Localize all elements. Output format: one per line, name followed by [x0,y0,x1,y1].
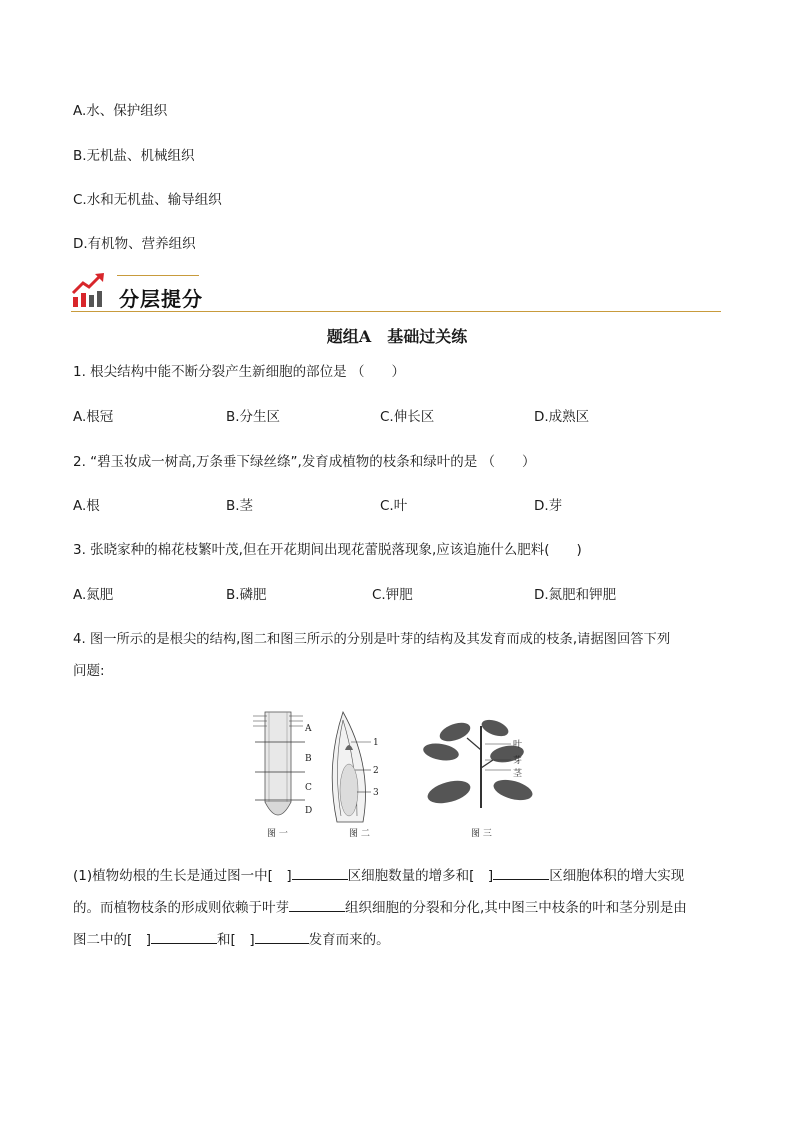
answer-blank[interactable] [292,865,348,880]
prev-option-b: B.无机盐、机械组织 [73,148,195,164]
root-tip-diagram [253,712,305,815]
answer-blank[interactable] [255,929,309,944]
q3-option-c: C.钾肥 [372,587,413,603]
fig1-label-a: A [305,724,312,734]
q4-sub1-text-c: 区细胞体积的增大实现 [549,868,685,884]
q4-sub1-text-g: 和[ ] [217,932,255,948]
section-rule [71,311,721,312]
q4-sub1-text-f: 图二中的[ ] [73,932,152,948]
fig2-caption: 图 二 [349,829,370,839]
q4-figure [245,706,535,841]
q2-option-c: C.叶 [380,498,408,514]
q4-sub1-line1 [73,865,684,885]
q3-stem: 3. 张晓家种的棉花枝繁叶茂,但在开花期间出现花蕾脱落现象,应该追施什么肥料( ) [73,542,582,558]
group-title: 题组A 基础过关练 [326,327,468,346]
q3-option-d: D.氮肥和钾肥 [534,587,617,603]
q2-stem: 2. “碧玉妆成一树高,万条垂下绿丝绦”,发育成植物的枝条和绿叶的是 （ ） [73,454,536,470]
q3-option-b: B.磷肥 [226,587,267,603]
fig1-caption: 图 一 [267,829,288,839]
fig3-caption: 图 三 [471,829,492,839]
answer-blank[interactable] [493,865,549,880]
q3-option-a: A.氮肥 [73,587,114,603]
q4-sub1-text-d: 的。而植物枝条的形成则依赖于叶芽 [73,900,289,916]
q4-stem-line1: 4. 图一所示的是根尖的结构,图二和图三所示的分别是叶芽的结构及其发育而成的枝条,请据图回答下列 [73,632,671,647]
q1-option-c: C.伸长区 [380,409,435,425]
q4-sub1-text-b: 区细胞数量的增多和[ ] [347,868,494,884]
section-header [71,271,721,315]
fig2-label-2: 2 [373,766,379,776]
fig1-label-b: B [305,754,312,764]
q1-option-b: B.分生区 [226,409,281,425]
figure-drawings [245,706,535,841]
chart-arrow-icon [71,271,107,309]
answer-blank[interactable] [151,929,217,944]
fig2-label-3: 3 [373,788,379,798]
prev-option-c: C.水和无机盐、输导组织 [73,192,222,208]
fig1-label-d: D [305,806,313,816]
leaf-bud-diagram [332,712,371,822]
q1-option-d: D.成熟区 [534,409,590,425]
q4-sub1-text-e: 组织细胞的分裂和分化,其中图三中枝条的叶和茎分别是由 [345,900,687,916]
q4-stem-line2: 问题: [73,663,105,679]
q1-stem: 1. 根尖结构中能不断分裂产生新细胞的部位是 （ ） [73,364,405,380]
prev-option-a: A.水、保护组织 [73,103,168,119]
fig3-label-bud: 芽 [513,756,523,766]
section-topline [117,275,199,276]
answer-blank[interactable] [289,897,345,912]
section-title: 分层提分 [119,287,203,311]
fig3-label-stem: 茎 [513,769,523,779]
fig2-label-1: 1 [373,738,379,748]
fig3-label-leaf: 叶 [513,740,523,750]
q4-sub1-line2 [73,897,687,917]
q2-option-b: B.茎 [226,498,254,514]
q1-option-a: A.根冠 [73,409,114,425]
q2-option-a: A.根 [73,498,100,514]
fig1-label-c: C [305,783,312,793]
q2-option-d: D.芽 [534,498,563,514]
q4-sub1-text-h: 发育而来的。 [308,932,390,948]
q4-sub1-line3 [73,929,390,949]
prev-option-d: D.有机物、营养组织 [73,236,196,252]
q4-sub1-text-a: (1)植物幼根的生长是通过图一中[ ] [73,868,292,884]
